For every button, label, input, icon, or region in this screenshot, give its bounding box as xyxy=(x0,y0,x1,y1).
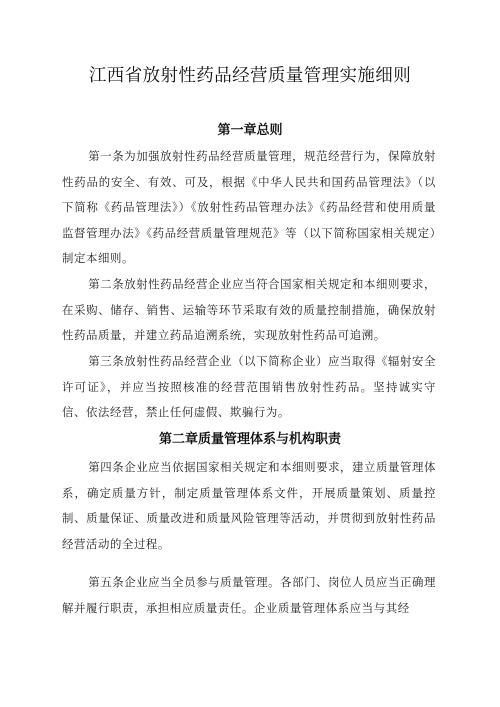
article-5-paragraph: 第五条企业应当全员参与质量管理。各部门、岗位人员应当正确理解并履行职责，承担相应质量责任。企业质量管理体系应当与其经 xyxy=(62,575,436,615)
article-4-paragraph: 第四条企业应当依据国家相关规定和本细则要求，建立质量管理体系，确定质量方针，制定质量管理体系文件，开展质量策划、质量控制、质量保证、质量改进和质量风险管理等活动，并贯彻到放射性药品经营活动的全过程。 xyxy=(62,460,436,551)
chapter-2-heading: 第二章质量管理体系与机构职责 xyxy=(158,432,341,447)
chapter-1-heading: 第一章总则 xyxy=(217,123,283,138)
article-2-paragraph: 第二条放射性药品经营企业应当符合国家相关规定和本细则要求，在采购、储存、销售、运输等环节采取有效的质量控制措施，确保放射性药品质量，并建立药品追溯系统，实现放射性药品可追溯。 xyxy=(62,277,436,342)
article-1-paragraph: 第一条为加强放射性药品经营质量管理，规范经营行为，保障放射性药品的安全、有效、可及，根据《中华人民共和国药品管理法》（以下简称《药品管理法》）《放射性药品管理办法》《药品经营和使用质量监督管理办法》《药品经营质量管理规范》等（以下简称国家相关规定）制定本细则。 xyxy=(62,149,436,265)
article-3-paragraph: 第三条放射性药品经营企业（以下简称企业）应当取得《辐射安全许可证》，并应当按照核准的经营范围销售放射性药品。坚持诚实守信、依法经营，禁止任何虚假、欺骗行为。 xyxy=(62,354,436,419)
document-title: 江西省放射性药品经营质量管理实施细则 xyxy=(88,66,412,86)
